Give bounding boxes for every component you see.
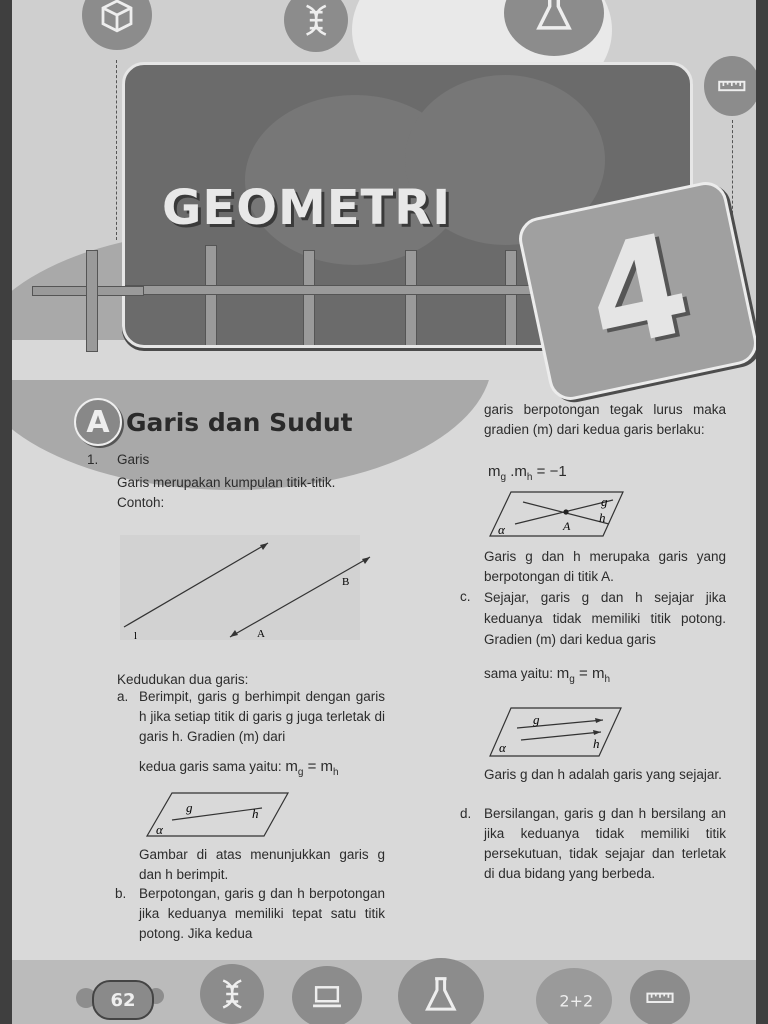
fence-post bbox=[405, 250, 417, 348]
fence-post bbox=[86, 250, 98, 352]
label-alpha: α bbox=[156, 822, 163, 837]
formula-sejajar bbox=[484, 664, 610, 690]
formula-prefix: sama yaitu: bbox=[484, 666, 554, 681]
label-g: g bbox=[533, 712, 540, 727]
text-sejajar: Sejajar, garis g dan h sejajar jika keduanya tidak memiliki titik potong. Gradien (m) dari kedua garis bbox=[484, 590, 726, 647]
page-number: 62 bbox=[92, 980, 154, 1020]
text-berpotongan: Berpotongan, garis g dan h berpotongan jika keduanya memiliki tepat satu titik potong. Jika kedua bbox=[139, 886, 385, 941]
fence-post bbox=[303, 250, 315, 348]
svg-text:2+2: 2+2 bbox=[559, 991, 594, 1011]
formula: $m_g$ $.m_h = -1$ bbox=[488, 463, 567, 483]
text-berimpit: Berimpit, garis g berhimpit dengan garis h jika setiap titik di garis g juga terletak di garis h. Gradien (m) dari bbox=[139, 689, 385, 744]
label-g: g bbox=[186, 800, 193, 815]
caption-berpotongan: Garis g dan h merupaka garis yang berpotongan di titik A. bbox=[484, 549, 726, 584]
point-a bbox=[563, 509, 568, 514]
arrow-head bbox=[595, 718, 603, 723]
chapter-title: GEOMETRI bbox=[162, 180, 452, 236]
coincident-figure bbox=[142, 790, 292, 840]
label-alpha: α bbox=[499, 740, 506, 755]
label-h: h bbox=[252, 806, 259, 821]
intersecting-figure bbox=[487, 490, 627, 538]
label-a: A bbox=[563, 519, 571, 533]
label-a: A bbox=[257, 628, 265, 640]
section-title: Garis dan Sudut bbox=[126, 407, 353, 437]
fence-post bbox=[505, 250, 517, 348]
label-alpha: α bbox=[498, 522, 505, 537]
text-bersilangan: Bersilangan, garis g dan h bersilang an jika keduanya tidak memiliki titik persekutuan, tidak sejajar dan terletak di dua bidang yang berbeda. bbox=[484, 806, 726, 881]
item-title: Garis bbox=[117, 452, 150, 467]
arrow-head bbox=[362, 557, 370, 564]
kedudukan-label: Kedudukan dua garis: bbox=[117, 672, 249, 687]
ruler-icon bbox=[704, 56, 756, 116]
label-b: B bbox=[342, 576, 350, 588]
cube-icon bbox=[82, 0, 152, 50]
marker-d: d. bbox=[460, 806, 472, 821]
formula-tegak-lurus bbox=[488, 462, 567, 488]
math-icon bbox=[536, 968, 612, 1024]
fence-post bbox=[205, 245, 217, 348]
caption-berimpit: Gambar di atas menunjukkan garis g dan h berimpit. bbox=[139, 847, 385, 882]
lines-figure bbox=[120, 535, 380, 645]
chapter-banner bbox=[12, 0, 756, 383]
flask-icon bbox=[398, 958, 484, 1024]
label-h: h bbox=[593, 736, 600, 751]
marker-c: c. bbox=[460, 589, 471, 604]
example-label: Contoh: bbox=[117, 495, 165, 510]
dna-icon bbox=[284, 0, 348, 52]
dna-icon bbox=[200, 964, 264, 1024]
marker-a: a. bbox=[117, 689, 129, 704]
caption-sejajar: Garis g dan h adalah garis yang sejajar. bbox=[484, 767, 722, 782]
label-l: l bbox=[134, 630, 138, 642]
label-h: h bbox=[599, 510, 606, 525]
balloon-string bbox=[116, 60, 117, 240]
formula: $m_g = m_h$ bbox=[285, 758, 339, 778]
ruler-icon bbox=[630, 970, 690, 1024]
label-g: g bbox=[601, 494, 608, 509]
book-page bbox=[12, 0, 756, 1024]
chapter-number: 4 bbox=[573, 202, 703, 383]
plane bbox=[490, 708, 621, 756]
parallel-figure bbox=[487, 706, 627, 758]
formula: $m_g = m_h$ bbox=[556, 665, 611, 685]
item-number: 1. bbox=[87, 452, 99, 467]
line-g bbox=[517, 720, 603, 728]
marker-b: b. bbox=[115, 886, 127, 901]
figure-background bbox=[120, 535, 360, 640]
section-heading bbox=[74, 398, 353, 446]
formula-berimpit bbox=[139, 757, 339, 783]
section-badge: A bbox=[74, 398, 122, 446]
text-berpotongan-cont: garis berpotongan tegak lurus maka gradien (m) dari kedua garis berlaku: bbox=[484, 402, 726, 437]
formula-prefix: kedua garis sama yaitu: bbox=[139, 759, 282, 774]
laptop-icon bbox=[292, 966, 362, 1024]
arrow-head bbox=[593, 730, 601, 735]
item-description: Garis merupakan kumpulan titik-titik. bbox=[117, 475, 336, 490]
line-h bbox=[521, 732, 601, 740]
